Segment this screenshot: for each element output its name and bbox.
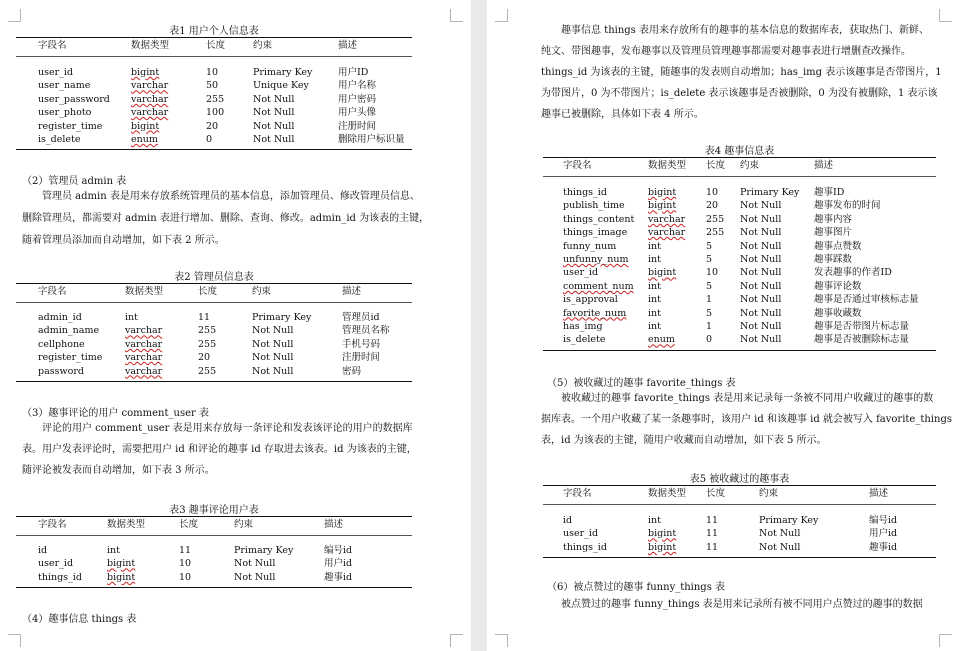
paragraph-line: 被收藏过的趣事 favorite_things 表是用来记录每一条被不同用户收藏过的趣事的数 bbox=[561, 393, 934, 404]
table-cell: 趣事id bbox=[869, 541, 898, 553]
table-cell-field: unfunny_num bbox=[563, 254, 629, 265]
table-rule-header bbox=[543, 504, 936, 505]
table-header-cell: 长度 bbox=[206, 40, 226, 51]
paragraph-line: 趣事信息 things 表用来存放所有的趣事的基本信息的数据库表，获取热门、新鲜、 bbox=[561, 25, 929, 36]
table-rule-top bbox=[543, 485, 936, 486]
paragraph bbox=[541, 20, 941, 125]
table-cell-field: things_id bbox=[563, 187, 607, 198]
table-header-cell: 描述 bbox=[814, 160, 834, 171]
table-header-cell: 描述 bbox=[342, 286, 362, 297]
table-cell-field: things_id bbox=[38, 571, 82, 583]
table-header-cell: 描述 bbox=[338, 40, 358, 51]
table-cell: varchar bbox=[131, 107, 169, 119]
table-cell: 5 bbox=[706, 254, 713, 265]
table-cell: Not Null bbox=[740, 267, 782, 279]
table-cell: 趣事ID bbox=[814, 187, 845, 198]
table-cell: Not Null bbox=[740, 240, 782, 252]
table-cell: int bbox=[648, 515, 661, 526]
table-cell-field: register_time bbox=[38, 352, 103, 364]
table-rule-top bbox=[16, 516, 412, 517]
table-cell-field: password bbox=[38, 365, 84, 377]
table-cell: 11 bbox=[706, 515, 719, 526]
table-cell: int bbox=[648, 294, 661, 306]
table-cell: 10 bbox=[179, 571, 192, 583]
table-cell: 用户头像 bbox=[338, 107, 377, 119]
table-header-cell: 字段名 bbox=[38, 40, 67, 51]
table-cell: 编号id bbox=[324, 545, 353, 556]
table-cell: bigint bbox=[648, 267, 677, 279]
table-cell: Unique Key bbox=[253, 80, 309, 92]
paragraph-line: 为带图片，0 为不带图片；is_delete 表示该趣事是否被删除，0 为没有被删除，1 表示该 bbox=[541, 88, 938, 99]
paragraph-line: 趣事已被删除，具体如下表 4 所示。 bbox=[541, 109, 704, 120]
table-cell: Not Null bbox=[253, 107, 295, 119]
table-cell: bigint bbox=[131, 67, 160, 78]
table-cell: Not Null bbox=[252, 325, 294, 337]
table-cell: Not Null bbox=[234, 558, 276, 570]
section-heading: （6）被点赞过的趣事 funny_things 表 bbox=[547, 582, 726, 593]
table-cell: 发表趣事的作者ID bbox=[814, 267, 892, 279]
table-cell: 注册时间 bbox=[342, 352, 381, 364]
table-cell: 255 bbox=[706, 227, 725, 239]
table-header-cell: 约束 bbox=[253, 40, 273, 51]
table-cell: 100 bbox=[206, 107, 225, 119]
paragraph-line: 表，id 为该表的主键，随用户收藏而自动增加，如下表 5 所示。 bbox=[541, 435, 827, 446]
table-cell: 用户ID bbox=[338, 67, 369, 78]
paragraph bbox=[22, 186, 430, 252]
table-cell: bigint bbox=[648, 200, 677, 212]
table-caption: 表1 用户个人信息表 bbox=[169, 26, 259, 37]
table-cell: varchar bbox=[131, 80, 169, 92]
table-cell: int bbox=[125, 312, 138, 323]
paragraph-line: 评论的用户 comment_user 表是用来存放每一条评论和发表该评论的用户的数据库 bbox=[42, 423, 413, 434]
table-cell: 0 bbox=[206, 134, 213, 145]
table-caption: 表5 被收藏过的趣事表 bbox=[689, 474, 790, 485]
table-cell: Primary Key bbox=[759, 515, 819, 526]
table-cell: 5 bbox=[706, 280, 713, 292]
table-cell: bigint bbox=[131, 120, 160, 132]
table-rule-bottom bbox=[16, 587, 412, 588]
table-cell: 255 bbox=[198, 325, 217, 337]
table-rule-bottom bbox=[543, 557, 936, 558]
right-page-content bbox=[487, 0, 960, 651]
table-cell: Not Null bbox=[740, 213, 782, 225]
table-cell: 11 bbox=[706, 528, 719, 540]
table-cell: Not Null bbox=[740, 280, 782, 292]
table-cell: 0 bbox=[706, 334, 713, 346]
table-header-cell: 长度 bbox=[198, 286, 218, 297]
table-cell-field: comment_num bbox=[563, 280, 634, 292]
table-cell-field: things_id bbox=[563, 541, 607, 553]
table-cell: bigint bbox=[648, 187, 677, 198]
table-cell: 20 bbox=[206, 120, 219, 132]
table-header-cell: 约束 bbox=[759, 488, 779, 499]
table-cell: varchar bbox=[125, 338, 163, 350]
table-cell: 10 bbox=[706, 267, 719, 279]
table-cell-field: user_id bbox=[563, 528, 599, 540]
table-caption: 表2 管理员信息表 bbox=[174, 272, 254, 283]
table-cell: int bbox=[648, 280, 661, 292]
table-cell: 20 bbox=[706, 200, 719, 212]
table-cell: 10 bbox=[706, 187, 719, 198]
table-cell-field: is_delete bbox=[563, 334, 606, 346]
table-cell-field: user_id bbox=[563, 267, 599, 279]
table-cell: 管理员id bbox=[342, 312, 380, 323]
table-cell: 用户id bbox=[869, 528, 898, 540]
table-header-cell: 数据类型 bbox=[131, 40, 170, 51]
table-cell: 11 bbox=[179, 545, 192, 556]
table-cell: 255 bbox=[198, 365, 217, 377]
table-cell: Not Null bbox=[252, 365, 294, 377]
table-rule-top bbox=[543, 157, 936, 158]
table-rule-top bbox=[16, 37, 412, 38]
table-cell: varchar bbox=[125, 352, 163, 364]
table-cell: 255 bbox=[206, 93, 225, 105]
table-cell: 管理员名称 bbox=[342, 325, 390, 337]
table-cell: Not Null bbox=[234, 571, 276, 583]
paragraph-line: 随评论被发表而自动增加，如下表 3 所示。 bbox=[22, 465, 215, 476]
table-cell: 趣事图片 bbox=[814, 227, 853, 239]
table-header-cell: 字段名 bbox=[563, 488, 592, 499]
table-rule-bottom bbox=[16, 149, 412, 150]
table-cell: 编号id bbox=[869, 515, 898, 526]
table-header-cell: 数据类型 bbox=[125, 286, 164, 297]
table-cell-field: things_content bbox=[563, 213, 635, 225]
table-header-cell: 数据类型 bbox=[648, 488, 687, 499]
table-header-cell: 长度 bbox=[706, 488, 726, 499]
table-cell: enum bbox=[648, 334, 675, 346]
table-cell: bigint bbox=[648, 528, 677, 540]
table-cell: Not Null bbox=[740, 307, 782, 319]
section-heading: （4）趣事信息 things 表 bbox=[22, 614, 137, 625]
section-heading: （3）趣事评论的用户 comment_user 表 bbox=[22, 408, 209, 419]
table-cell: varchar bbox=[131, 93, 169, 105]
paragraph-line: 表。用户发表评论时，需要把用户 id 和评论的趣事 id 存取进去该表。id 为该表的主键， bbox=[22, 444, 417, 455]
table-cell: Not Null bbox=[740, 334, 782, 346]
table-cell: Not Null bbox=[759, 541, 801, 553]
table-cell: Primary Key bbox=[234, 545, 294, 556]
table-header-cell: 约束 bbox=[740, 160, 760, 171]
table-cell: 255 bbox=[198, 338, 217, 350]
table-cell: 删除用户标识量 bbox=[338, 134, 405, 145]
table-cell: Not Null bbox=[740, 294, 782, 306]
table-cell-field: publish_time bbox=[563, 200, 625, 212]
table-cell: 255 bbox=[706, 213, 725, 225]
table-cell: Not Null bbox=[253, 134, 295, 145]
table-cell: 趣事是否被删除标志量 bbox=[814, 334, 910, 346]
table-cell: Not Null bbox=[740, 200, 782, 212]
table-header-cell: 字段名 bbox=[563, 160, 592, 171]
table-cell-field: id bbox=[563, 515, 573, 526]
table-header-cell: 数据类型 bbox=[648, 160, 687, 171]
table-header-cell: 描述 bbox=[869, 488, 889, 499]
table-cell: 趣事id bbox=[324, 571, 353, 583]
paragraph bbox=[22, 418, 417, 481]
table-cell: 5 bbox=[706, 240, 713, 252]
table-header-cell: 字段名 bbox=[38, 519, 67, 530]
table-cell-field: admin_id bbox=[38, 312, 82, 323]
table-cell-field: id bbox=[38, 545, 48, 556]
table-cell: 1 bbox=[706, 294, 713, 306]
table-cell: 10 bbox=[206, 67, 219, 78]
table-header-cell: 长度 bbox=[179, 519, 199, 530]
table-cell: Primary Key bbox=[252, 312, 312, 323]
paragraph-line: 管理员 admin 表是用来存放系统管理员的基本信息，添加管理员、修改管理员信息、 bbox=[42, 191, 420, 202]
paragraph-line: 被点赞过的趣事 funny_things 表是用来记录所有被不同用户点赞过的趣事的数据 bbox=[561, 599, 923, 610]
table-cell: 5 bbox=[706, 307, 713, 319]
table-cell: Not Null bbox=[253, 120, 295, 132]
table-cell: 趣事踩数 bbox=[814, 254, 853, 265]
table-rule-top bbox=[16, 283, 412, 284]
table-cell: 注册时间 bbox=[338, 120, 377, 132]
document-page-right bbox=[487, 0, 960, 651]
table-cell-field: cellphone bbox=[38, 338, 85, 350]
table-cell: bigint bbox=[648, 541, 677, 553]
paragraph-line: 随着管理员添加而自动增加，如下表 2 所示。 bbox=[22, 235, 225, 246]
table-cell-field: admin_name bbox=[38, 325, 100, 337]
table-cell: 11 bbox=[198, 312, 211, 323]
table-cell: varchar bbox=[648, 213, 686, 225]
table-cell: Not Null bbox=[252, 352, 294, 364]
table-cell-field: user_id bbox=[38, 558, 74, 570]
table-cell: enum bbox=[131, 134, 158, 145]
table-rule-header bbox=[543, 176, 936, 177]
table-cell-field: favorite_num bbox=[563, 307, 627, 319]
table-cell: Not Null bbox=[740, 227, 782, 239]
table-cell: varchar bbox=[125, 365, 163, 377]
table-cell: Not Null bbox=[740, 254, 782, 265]
table-cell: 20 bbox=[198, 352, 211, 364]
table-cell-field: has_img bbox=[563, 321, 603, 332]
table-rule-header bbox=[16, 302, 412, 303]
table-cell-field: user_id bbox=[38, 67, 74, 78]
table-header-cell: 描述 bbox=[324, 519, 344, 530]
table-cell: Primary Key bbox=[740, 187, 800, 198]
table-rule-header bbox=[16, 56, 412, 57]
table-cell-field: user_name bbox=[38, 80, 91, 92]
table-cell: 用户密码 bbox=[338, 93, 377, 105]
table-cell: 趣事收藏数 bbox=[814, 307, 862, 319]
table-cell: 趣事内容 bbox=[814, 213, 853, 225]
table-header-cell: 字段名 bbox=[38, 286, 67, 297]
paragraph bbox=[541, 388, 952, 451]
table-cell: int bbox=[648, 240, 661, 252]
table-cell: Not Null bbox=[759, 528, 801, 540]
table-cell: int bbox=[648, 321, 661, 332]
table-header-cell: 数据类型 bbox=[107, 519, 146, 530]
table-caption: 表3 趣事评论用户表 bbox=[169, 505, 259, 516]
table-header-cell: 长度 bbox=[706, 160, 726, 171]
table-cell-field: register_time bbox=[38, 120, 103, 132]
table-cell: int bbox=[648, 307, 661, 319]
table-cell: int bbox=[107, 545, 120, 556]
table-cell: varchar bbox=[125, 325, 163, 337]
table-cell-field: is_approval bbox=[563, 294, 618, 306]
table-header-cell: 约束 bbox=[252, 286, 272, 297]
table-cell: 趣事是否带图片标志量 bbox=[814, 321, 910, 332]
table-cell: 趣事点赞数 bbox=[814, 240, 862, 252]
section-heading: （5）被收藏过的趣事 favorite_things 表 bbox=[547, 378, 736, 389]
table-cell: 用户id bbox=[324, 558, 353, 570]
table-cell: bigint bbox=[107, 558, 136, 570]
table-cell-field: user_password bbox=[38, 93, 110, 105]
table-cell: 趣事发布的时间 bbox=[814, 200, 881, 212]
left-page-content bbox=[0, 0, 471, 651]
paragraph-line: 据库表。一个用户收藏了某一条趣事时，该用户 id 和该趣事 id 就会被写入 favorite_things bbox=[541, 414, 952, 425]
document-page-left bbox=[0, 0, 471, 651]
table-cell: Not Null bbox=[740, 321, 782, 332]
table-cell-field: things_image bbox=[563, 227, 628, 239]
paragraph-line: 删除管理员，都需要对 admin 表进行增加、删除、查询、修改。admin_id 为该表的主键， bbox=[22, 213, 430, 224]
table-rule-bottom bbox=[543, 350, 936, 351]
table-cell-field: funny_num bbox=[563, 240, 617, 252]
table-cell: 11 bbox=[706, 541, 719, 553]
table-cell: 手机号码 bbox=[342, 338, 381, 350]
table-header-cell: 约束 bbox=[234, 519, 254, 530]
paragraph bbox=[541, 594, 941, 615]
table-cell: Primary Key bbox=[253, 67, 313, 78]
table-cell: Not Null bbox=[253, 93, 295, 105]
table-cell: int bbox=[648, 254, 661, 265]
paragraph-line: 纯文、带图趣事，发布趣事以及管理员管理趣事都需要对趣事表进行增删查改操作。 bbox=[541, 46, 911, 57]
table-cell: 1 bbox=[706, 321, 713, 332]
table-cell: bigint bbox=[107, 571, 136, 583]
table-cell: 用户名称 bbox=[338, 80, 377, 92]
table-cell: 10 bbox=[179, 558, 192, 570]
table-cell: 密码 bbox=[342, 365, 362, 377]
table-cell: 趣事评论数 bbox=[814, 280, 862, 292]
table-cell: Not Null bbox=[252, 338, 294, 350]
table-cell: varchar bbox=[648, 227, 686, 239]
table-cell: 趣事是否通过审核标志量 bbox=[814, 294, 919, 306]
table-rule-bottom bbox=[16, 381, 412, 382]
section-heading: （2）管理员 admin 表 bbox=[22, 176, 127, 187]
table-rule-header bbox=[16, 535, 412, 536]
table-cell-field: is_delete bbox=[38, 134, 81, 145]
table-cell-field: user_photo bbox=[38, 107, 92, 119]
table-cell: 50 bbox=[206, 80, 219, 92]
table-caption: 表4 趣事信息表 bbox=[704, 146, 775, 157]
paragraph-line: things_id 为该表的主键，随趣事的发表则自动增加；has_img 表示该趣事是否带图片，1 bbox=[541, 67, 942, 78]
